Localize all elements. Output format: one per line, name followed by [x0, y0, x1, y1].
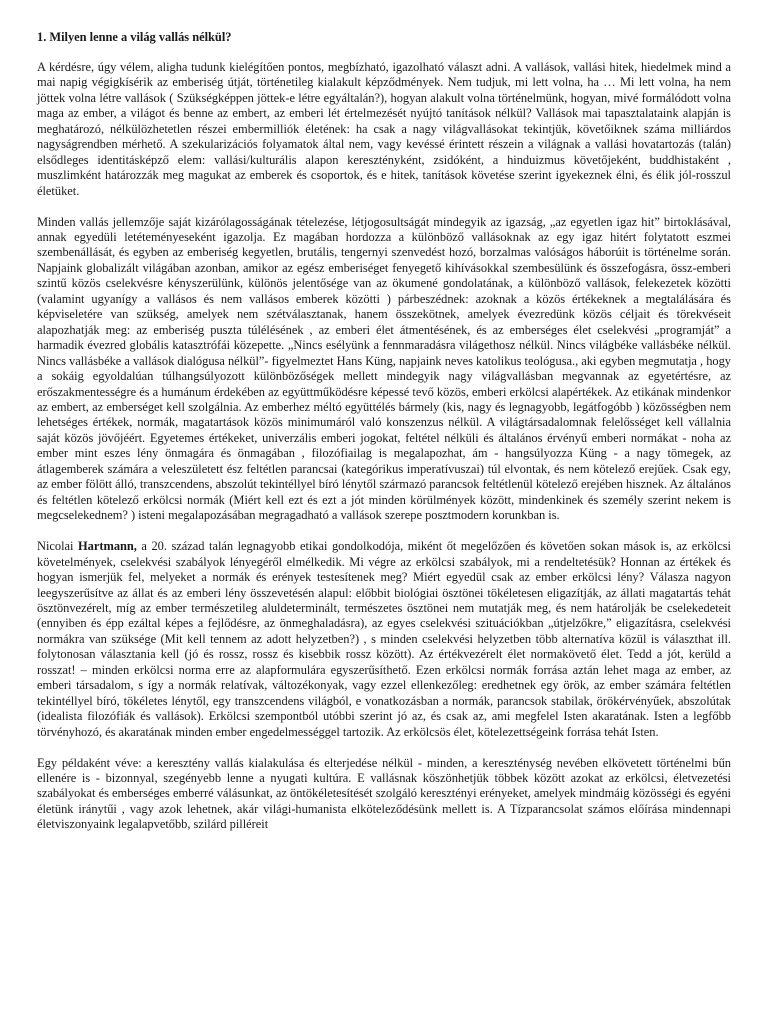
paragraph-example: Egy példaként véve: a keresztény vallás kialakulása és elterjedése nélkül - minden, a kereszténység nevében elkövetett történelmi bűn ellenére is - bizonnyal, szegényebb lenne a nyugati kultúra. E vallásnak köszönhetjük többek között azokat az erkölcsi, életvezetési szabályokat és emberséges emberré válásunkat, az öntökéletesítését szolgáló keresztényi erényeket, amelyek mindmáig közösségi és egyéni életünk iránytűi , vagy azok lehetnek, akár világi-humanista elköteleződésünk mellett is. A Tízparancsolat számos előírása mindennapi életviszonyaink legalapvetőbb, szilárd pilléreit	[37, 755, 731, 832]
paragraph-religions: Minden vallás jellemzője saját kizárólagosságának tételezése, létjogosultságát mindegyik az igazság, „az egyetlen igaz hit” birtoklásával, annak egyedüli letéteményeseként igazolja. Ez magában hordozza a különböző vallásoknak az egy igaz hitért folytatott eszmei szembenállását, és egyben az emberiség kegyetlen, brutális, tengernyi szenvedést hozó, borzalmas valóságos háborúit is történelme során. Napjaink globalizált világában azonban, amikor az egész emberiséget fenyegető kihívásokkal szembesülünk és összefogásra, össz-emberi szintű közös cselekvésre kényszerülünk, különös jelentősége van az ökumené gondolatának, a különböző vallások, felekezetek közötti (valamint ugyanígy a vallásos és nem vallásos emberek közötti ) párbeszédnek: azoknak a közös értékeknek a megtalálására és képviseletére van szükség, amelyek nem szétválasztanak, hanem összekötnek, amelyek évezredünk közös céljait és törekvéseit alapozhatják meg: az emberiség puszta túlélésének , az emberi élet átmentésének, és az emberséges élet cselekvési „programját” a harmadik évezred globális katasztrófái közepette. „Nincs esélyünk a fennmaradásra világethosz nélkül. Nincs világbéke vallásbéke nélkül. Nincs vallásbéke a vallások dialógusa nélkül”- figyelmeztet Hans Küng, napjaink neves katolikus teológusa., aki egyben megmutatja , hogy a sokáig egyoldalúan túlhangsúlyozott különbözőségek mellett mindegyik nagy világvallásban megvannak az egyetértésre, az erőszakmentességre és a humánum érdekében az együttműködésre képessé tevő közös, emberi erkölcsi alapértékek. Az etikának mindenkor az embert, az emberséget kell szolgálnia. Az emberhez méltó együttélés bármely (kis, nagy és legnagyobb, legátfogóbb ) közösségben nem lehetséges értékek, normák, magatartások közös minimumáról való konszenzus nélkül. A világtársadalomnak felelősséget kell vállalnia saját közös jövőjéért. Egyetemes értékeket, univerzális emberi jogokat, feltétel nélküli és általános érvényű emberi normákat - noha az ember mint eszes lény önmagára és önmagában , filozófiailag is megalapozhat, ám - hangsúlyozza Küng - a nagy tömegek, az átlagemberek számára a veleszületett ész feltétlen parancsai (kategórikus imperatívuszai) túl elvontak, és nem kötelező erejűek. Csak egy, az ember fölött álló, transzcendens, abszolút tekintéllyel bíró lénytől származó parancsok feltétlenül kötelező erejében hisznek. Az általános és feltétlen kötelező erkölcsi normák (Miért kell ezt és ezt a jót minden körülmények között, mindenkinek és személy szerint nekem is megcselekednem? ) isteni megalapozásában megragadható a vallások szerepe posztmodern korunkban is.	[37, 214, 731, 523]
hartmann-name-bold: Hartmann,	[78, 539, 137, 554]
hartmann-text-before: Nicolai	[37, 539, 78, 554]
document-title: 1. Milyen lenne a világ vallás nélkül?	[37, 30, 232, 44]
document-page	[37, 30, 731, 833]
hartmann-text-after: a 20. század talán legnagyobb etikai gondolkodója, miként őt megelőzően és követően sokan mások is, az erkölcsi követelmények, cselekvési szabályok lényegéről elmélkedik. Mi végre az erkölcsi szabályok, mi a rendeltetésük? Honnan az értékek és hogyan ismerjük fel, melyeket a normák és erények testesítenek meg? Miért egyedül csak az ember erkölcsi lény? Válasza nagyon leegyszerűsítve az állat és az emberi lény összevetésén alapul: előbbit biológiai ösztönei tökéletesen eligazítják, az állati magatartás tehát ösztönvezérelt, míg az ember természetileg aluldeterminált, természetes ösztönei nem mutatják meg, és nem határolják be cselekedeteit (ennyiben és épp ezáltal képes a fejlődésre, az önmeghaladásra), az egyes cselekvési szituációkban „útjelzőkre,” eligazításra, cselekvési normákra van szüksége (Mit kell tennem az adott helyzetben?) , s minden cselekvési helyzetben több alternatíva közül is választhat ill. folytonosan választania kell (jó és rossz, rossz és kisebbik rossz között). Az értékvezérelt élet normakövető élet. Tedd a jót, kerüld a rosszat! – minden erkölcsi norma erre az alapformulára egyszerűsíthető. Ezen erkölcsi normák forrása aztán lehet maga az ember, az emberi társadalom, s így a normák relatívak, változékonyak, vagy ezzel ellenkezőleg: eredhetnek egy örök, az ember számára feltétlen tekintéllyel bíró, tökéletes lénytől, egy transzcendens világból, e vonatkozásban a normák, parancsok stabilak, örökérvényűek, abszolútak (idealista filozófiák és vallások). Erkölcsi szempontból utóbbi szerint jó az, és csak az, ami megfelel Isten akaratának. Isten a legfőbb törvényhozó, és akaratának minden ember engedelmességgel tartozik. Az erkölcsös élet, kötelezettségeink forrása tehát Isten.	[37, 539, 731, 739]
paragraph-intro: A kérdésre, úgy vélem, aligha tudunk kielégítően pontos, megbízható, igazolható választ adni. A vallások, vallási hitek, hiedelmek mind a mai napig végigkísérik az emberiség útját, történetileg kialakult képződmények. Nem tudjuk, mi lett volna, ha … Mi lett volna, ha nem jöttek volna létre vallások ( Szükségképpen jöttek-e létre egyáltalán?), hogyan alakult volna történelmünk, hogyan, mivé formálódott volna maga az ember, a világot és benne az embert, az emberi lét értelmezését nyújtó tanítások nélkül? Vallások mai tapasztalataink alapján is meghatározó, nélkülözhetetlen részei embermilliók életének: ha csak a nagy világvallásokat tekintjük, követőiknek száma milliárdos nagyságrendben mérhető. A szekularizációs folyamatok által nem, vagy kevéssé érintett részein a világnak a vallási hovatartozás (talán) elsődleges identitásképző elem: vallási/kulturális alapon keresztényként, zsidóként, a hinduizmus követőjeként, buddhistaként , muszlimként határozzák meg magukat az emberek és csoportok, és e hitek, tanítások követése szerint igyekeznek élni, és élik jól-rosszul életüket.	[37, 60, 731, 198]
paragraph-hartmann	[37, 539, 731, 740]
